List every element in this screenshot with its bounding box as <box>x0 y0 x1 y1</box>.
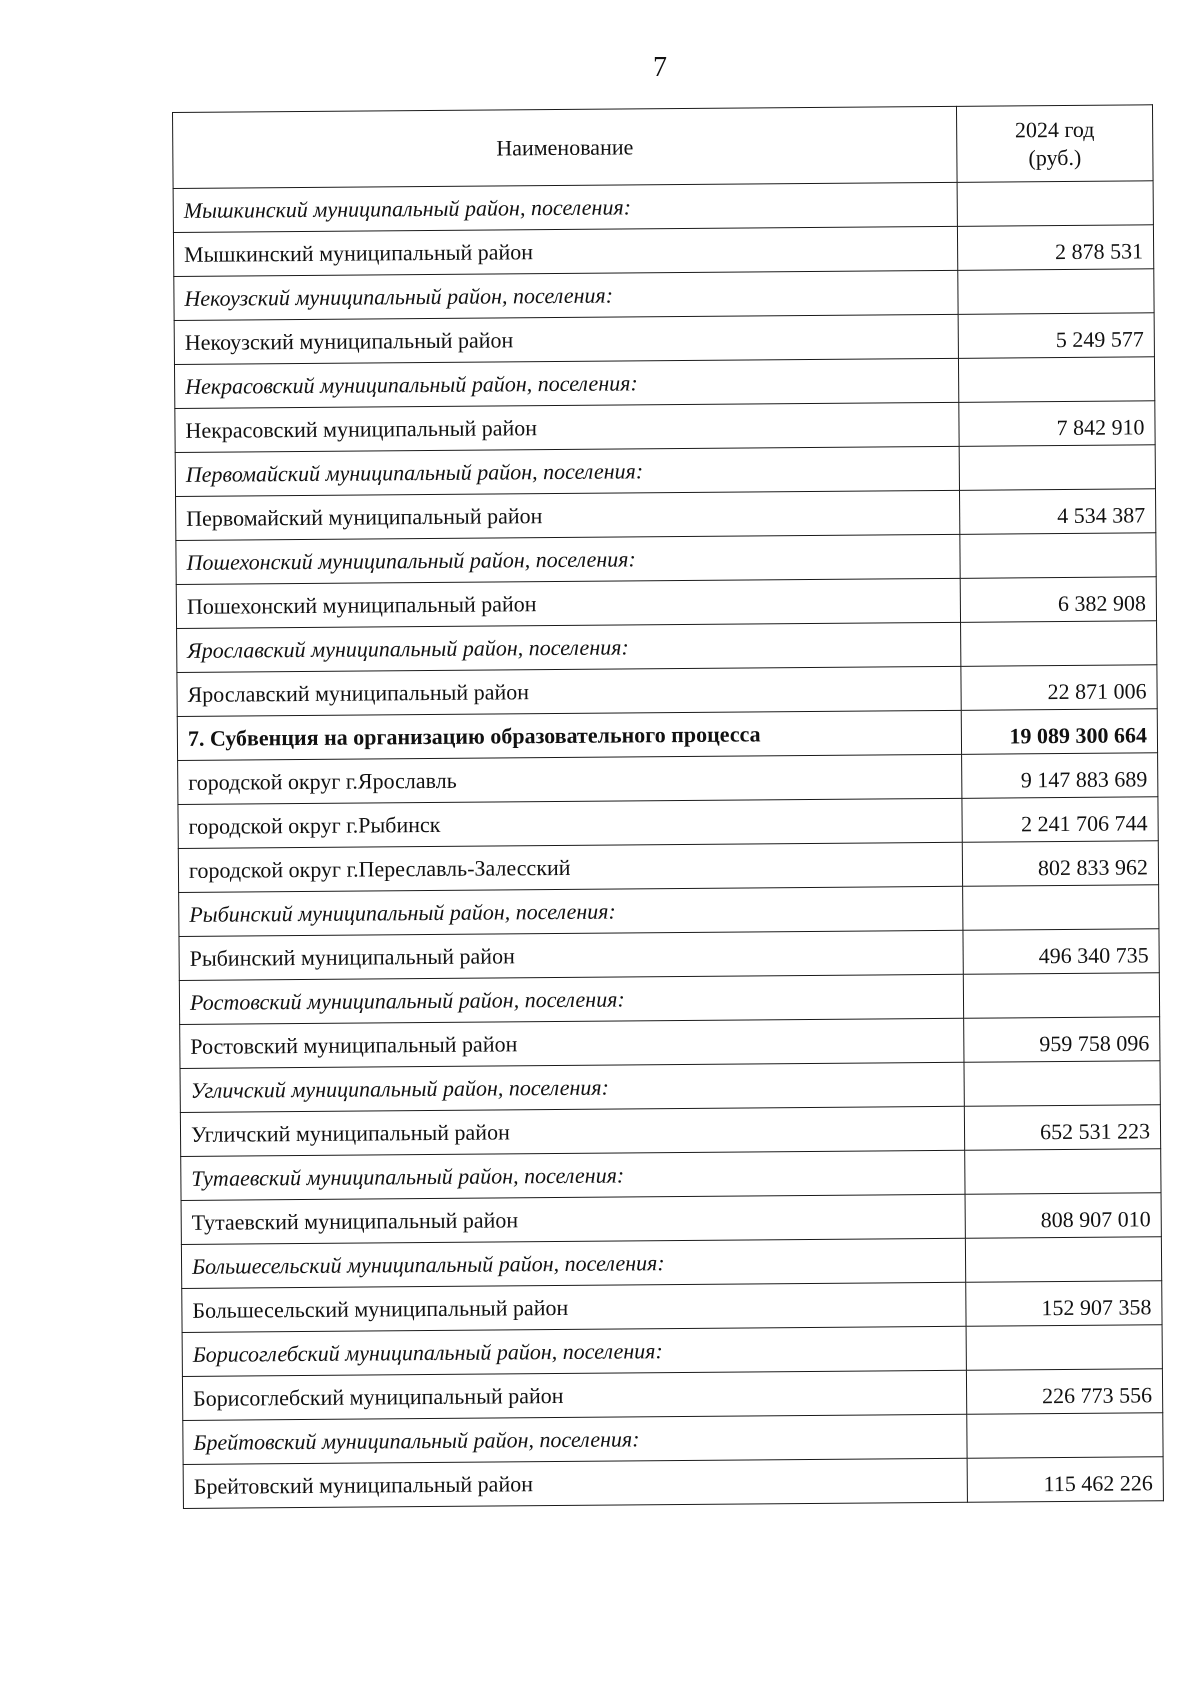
row-name-cell: Рыбинский муниципальный район <box>179 930 963 980</box>
table-row-group-header <box>175 445 1155 497</box>
table-row-group-header <box>174 269 1154 321</box>
row-name-cell: Мышкинский муниципальный район <box>173 226 957 276</box>
row-value-cell: 22 871 006 <box>961 665 1157 711</box>
row-name-cell: Угличский муниципальный район, поселения: <box>180 1062 964 1112</box>
table-row <box>178 797 1158 849</box>
table-row-group-header <box>183 1413 1163 1465</box>
table-row-group-header <box>173 181 1153 233</box>
row-value-cell <box>960 533 1156 579</box>
table-row <box>180 1105 1160 1157</box>
row-value-cell: 959 758 096 <box>964 1017 1160 1063</box>
table-row <box>174 313 1154 365</box>
table-row <box>182 1369 1162 1421</box>
row-name-cell: Некрасовский муниципальный район, поселения: <box>174 358 958 408</box>
row-name-cell: Некоузский муниципальный район <box>174 314 958 364</box>
row-value-cell <box>967 1413 1163 1459</box>
table-row-group-header <box>179 885 1159 937</box>
row-name-cell: Ярославский муниципальный район <box>177 666 961 716</box>
column-header-value-unit: (руб.) <box>1028 144 1082 170</box>
column-header-value <box>956 105 1153 183</box>
row-value-cell: 5 249 577 <box>958 313 1154 359</box>
row-value-cell <box>959 445 1155 491</box>
row-value-cell: 2 878 531 <box>957 225 1153 271</box>
row-value-cell <box>964 1061 1160 1107</box>
row-value-cell <box>958 269 1154 315</box>
table-row-group-header <box>180 1061 1160 1113</box>
table-row <box>177 665 1157 717</box>
table-row <box>183 1457 1163 1509</box>
row-name-cell: городской округ г.Переславль-Залесский <box>178 842 962 892</box>
row-value-cell <box>963 973 1159 1019</box>
row-name-cell: Борисоглебский муниципальный район, поселения: <box>182 1326 966 1376</box>
column-header-value-year: 2024 год <box>1014 116 1095 143</box>
row-value-cell: 9 147 883 689 <box>962 753 1158 799</box>
row-name-cell: Большесельский муниципальный район <box>182 1282 966 1332</box>
table-row <box>176 489 1156 541</box>
row-name-cell: Угличский муниципальный район <box>180 1106 964 1156</box>
row-name-cell: 7. Субвенция на организацию образовательного процесса <box>177 710 961 760</box>
table-row <box>179 929 1159 981</box>
row-name-cell: Ростовский муниципальный район <box>180 1018 964 1068</box>
row-name-cell: городской округ г.Рыбинск <box>178 798 962 848</box>
row-name-cell: Брейтовский муниципальный район <box>183 1458 967 1508</box>
row-name-cell: Первомайский муниципальный район, поселения: <box>175 446 959 496</box>
table-row-group-header <box>182 1325 1162 1377</box>
row-name-cell: Тутаевский муниципальный район <box>181 1194 965 1244</box>
row-value-cell <box>965 1237 1161 1283</box>
row-name-cell: городской округ г.Ярославль <box>178 754 962 804</box>
row-name-cell: Борисоглебский муниципальный район <box>182 1370 966 1420</box>
row-value-cell: 115 462 226 <box>967 1457 1163 1503</box>
table-row-group-header <box>177 621 1157 673</box>
row-name-cell: Пошехонский муниципальный район, поселения: <box>176 534 960 584</box>
row-value-cell: 6 382 908 <box>960 577 1156 623</box>
row-value-cell: 802 833 962 <box>962 841 1158 887</box>
page-number: 7 <box>653 52 667 83</box>
row-name-cell: Пошехонский муниципальный район <box>176 578 960 628</box>
table-row-section-total <box>177 709 1157 761</box>
table-row-group-header <box>181 1237 1161 1289</box>
table-row <box>182 1281 1162 1333</box>
table-row <box>178 841 1158 893</box>
table-row-group-header <box>179 973 1159 1025</box>
row-value-cell: 652 531 223 <box>964 1105 1160 1151</box>
row-name-cell: Ярославский муниципальный район, поселения: <box>177 622 961 672</box>
row-value-cell: 4 534 387 <box>959 489 1155 535</box>
table-row-group-header <box>174 357 1154 409</box>
row-value-cell <box>957 181 1153 227</box>
table-row <box>180 1017 1160 1069</box>
column-header-name: Наименование <box>173 106 958 188</box>
row-value-cell <box>961 621 1157 667</box>
row-name-cell: Ростовский муниципальный район, поселения: <box>179 974 963 1024</box>
row-value-cell: 152 907 358 <box>966 1281 1162 1327</box>
row-value-cell: 808 907 010 <box>965 1193 1161 1239</box>
row-value-cell <box>963 885 1159 931</box>
row-value-cell: 496 340 735 <box>963 929 1159 975</box>
row-name-cell: Некрасовский муниципальный район <box>175 402 959 452</box>
row-value-cell: 7 842 910 <box>959 401 1155 447</box>
row-name-cell: Некоузский муниципальный район, поселения: <box>174 270 958 320</box>
row-value-cell: 19 089 300 664 <box>961 709 1157 755</box>
row-value-cell: 226 773 556 <box>966 1369 1162 1415</box>
row-name-cell: Мышкинский муниципальный район, поселения: <box>173 182 957 232</box>
table-row-group-header <box>176 533 1156 585</box>
table-row-group-header <box>181 1149 1161 1201</box>
row-value-cell: 2 241 706 744 <box>962 797 1158 843</box>
row-value-cell <box>958 357 1154 403</box>
table-row <box>178 753 1158 805</box>
row-name-cell: Большесельский муниципальный район, поселения: <box>181 1238 965 1288</box>
table-header-row <box>173 105 1154 189</box>
table-row <box>176 577 1156 629</box>
row-value-cell <box>966 1325 1162 1371</box>
row-name-cell: Брейтовский муниципальный район, поселения: <box>183 1414 967 1464</box>
row-name-cell: Первомайский муниципальный район <box>176 490 960 540</box>
table-body <box>173 181 1163 1509</box>
row-value-cell <box>965 1149 1161 1195</box>
row-name-cell: Тутаевский муниципальный район, поселения: <box>181 1150 965 1200</box>
table-row <box>181 1193 1161 1245</box>
subvention-table <box>172 104 1164 1509</box>
row-name-cell: Рыбинский муниципальный район, поселения: <box>179 886 963 936</box>
table-row <box>175 401 1155 453</box>
table-row <box>173 225 1153 277</box>
